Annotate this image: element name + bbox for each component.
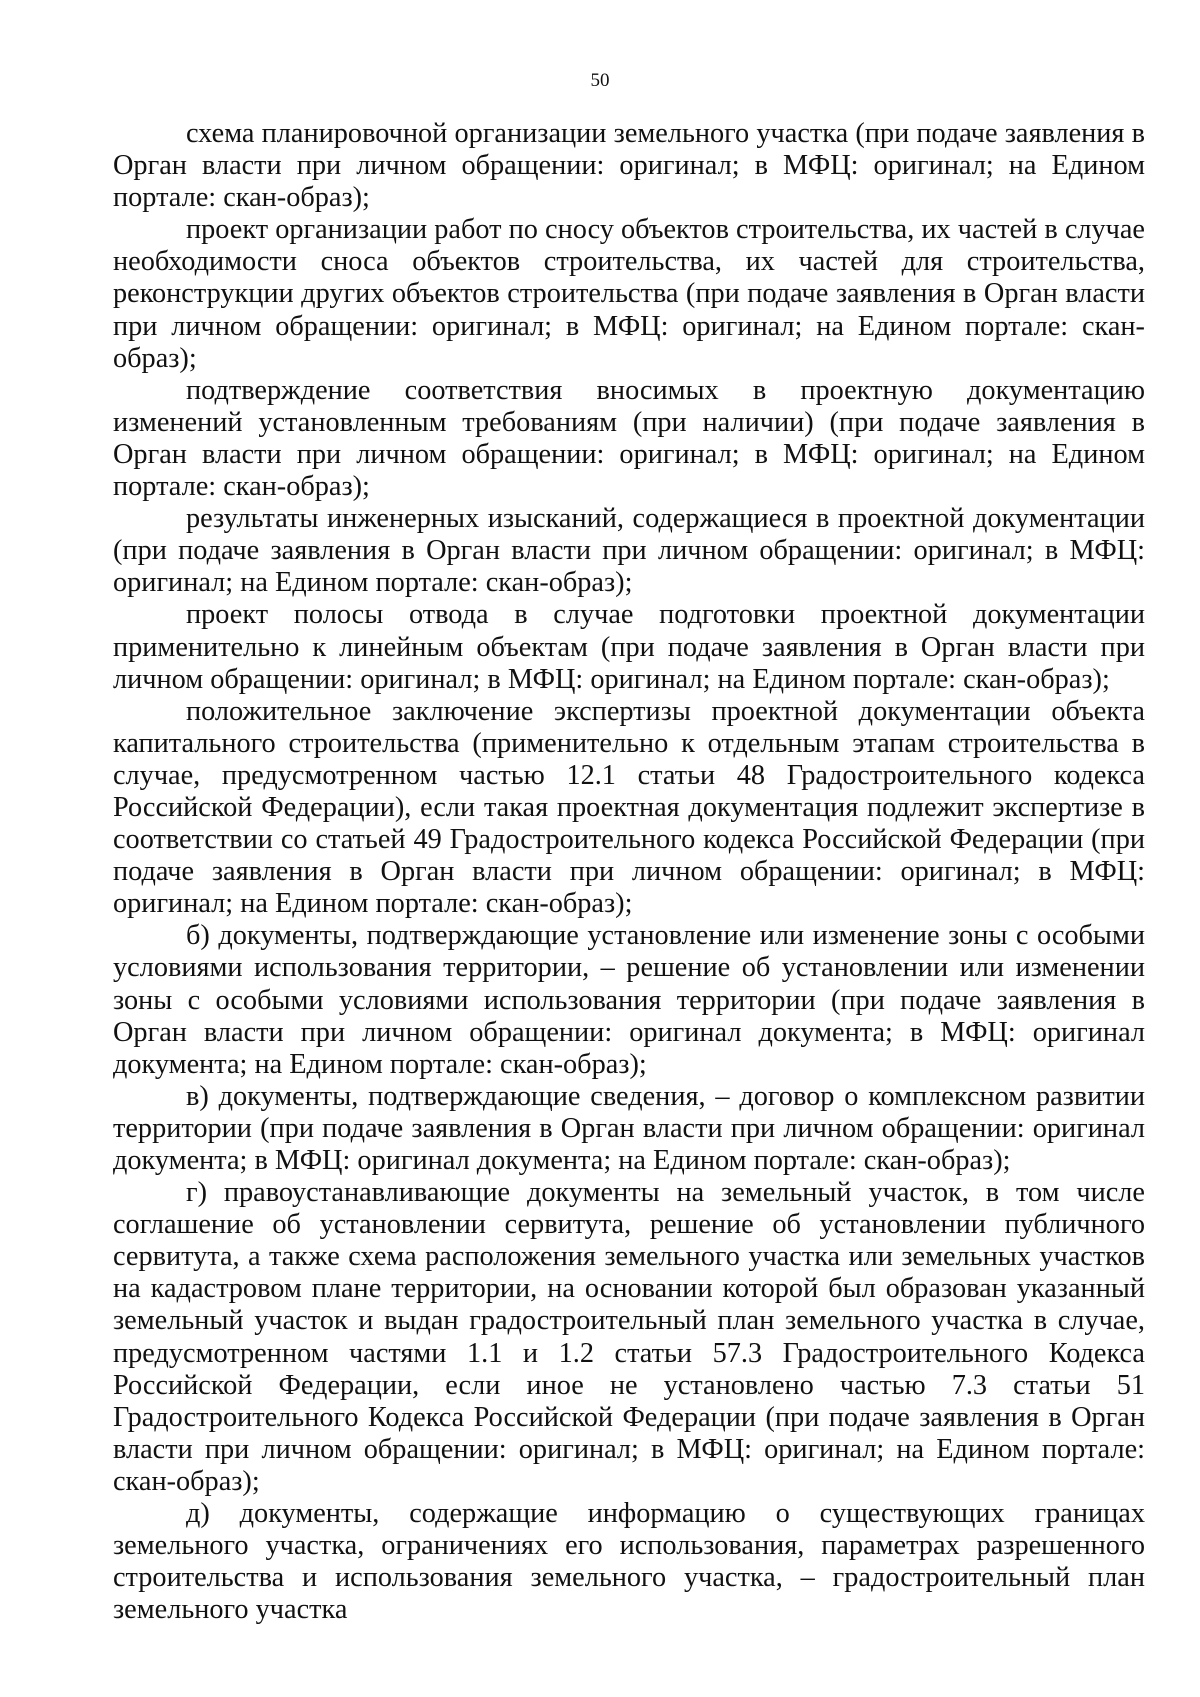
document-body bbox=[113, 118, 1145, 1626]
paragraph-item-g: г) правоустанавливающие документы на земельный участок, в том числе соглашение об установлении сервитута, решение об установлении публичного сервитута, а также схема расположения земельного участка или земельных участков на кадастровом плане территории, на основании которой был образован указанный земельный участок и выдан градостроительный план земельного участка в случае, предусмотренном частями 1.1 и 1.2 статьи 57.3 Градостроительного Кодекса Российской Федерации, если иное не установлено частью 7.3 статьи 51 Градостроительного Кодекса Российской Федерации (при подаче заявления в Орган власти при личном обращении: оригинал; в МФЦ: оригинал; на Едином портале: скан-образ); bbox=[113, 1177, 1145, 1497]
paragraph-right-of-way-project: проект полосы отвода в случае подготовки проектной документации применительно к линейным объектам (при подаче заявления в Орган власти при личном обращении: оригинал; в МФЦ: оригинал; на Едином портале: скан-образ); bbox=[113, 599, 1145, 695]
paragraph-expert-conclusion: положительное заключение экспертизы проектной документации объекта капитального строительства (применительно к отдельным этапам строительства в случае, предусмотренном частью 12.1 статьи 48 Градостроительного кодекса Российской Федерации), если такая проектная документация подлежит экспертизе в соответствии со статьей 49 Градостроительного кодекса Российской Федерации (при подаче заявления в Орган власти при личном обращении: оригинал; в МФЦ: оригинал; на Едином портале: скан-образ); bbox=[113, 695, 1145, 920]
paragraph-engineering-surveys: результаты инженерных изысканий, содержащиеся в проектной документации (при подаче заявления в Орган власти при личном обращении: оригинал; в МФЦ: оригинал; на Едином портале: скан-образ); bbox=[113, 503, 1145, 599]
paragraph-item-d: д) документы, содержащие информацию о существующих границах земельного участка, ограничениях его использования, параметрах разрешенного строительства и использования земельного участка, – градостроительный план земельного участка bbox=[113, 1498, 1145, 1626]
paragraph-item-b: б) документы, подтверждающие установление или изменение зоны с особыми условиями использования территории, – решение об установлении или изменении зоны с особыми условиями использования территории (при подаче заявления в Орган власти при личном обращении: оригинал документа; в МФЦ: оригинал документа; на Едином портале: скан-образ); bbox=[113, 920, 1145, 1080]
paragraph-demolition-project: проект организации работ по сносу объектов строительства, их частей в случае необходимости сноса объектов строительства, их частей для строительства, реконструкции других объектов строительства (при подаче заявления в Орган власти при личном обращении: оригинал; в МФЦ: оригинал; на Едином портале: скан-образ); bbox=[113, 214, 1145, 374]
paragraph-site-plan-scheme: схема планировочной организации земельного участка (при подаче заявления в Орган власти при личном обращении: оригинал; в МФЦ: оригинал; на Едином портале: скан-образ); bbox=[113, 118, 1145, 214]
paragraph-compliance-confirmation: подтверждение соответствия вносимых в проектную документацию изменений установленным требованиям (при наличии) (при подаче заявления в Орган власти при личном обращении: оригинал; в МФЦ: оригинал; на Едином портале: скан-образ); bbox=[113, 374, 1145, 503]
paragraph-item-v: в) документы, подтверждающие сведения, – договор о комплексном развитии территории (при подаче заявления в Орган власти при личном обращении: оригинал документа; в МФЦ: оригинал документа; на Едином портале: скан-образ); bbox=[113, 1080, 1145, 1176]
page-number: 50 bbox=[590, 70, 610, 91]
